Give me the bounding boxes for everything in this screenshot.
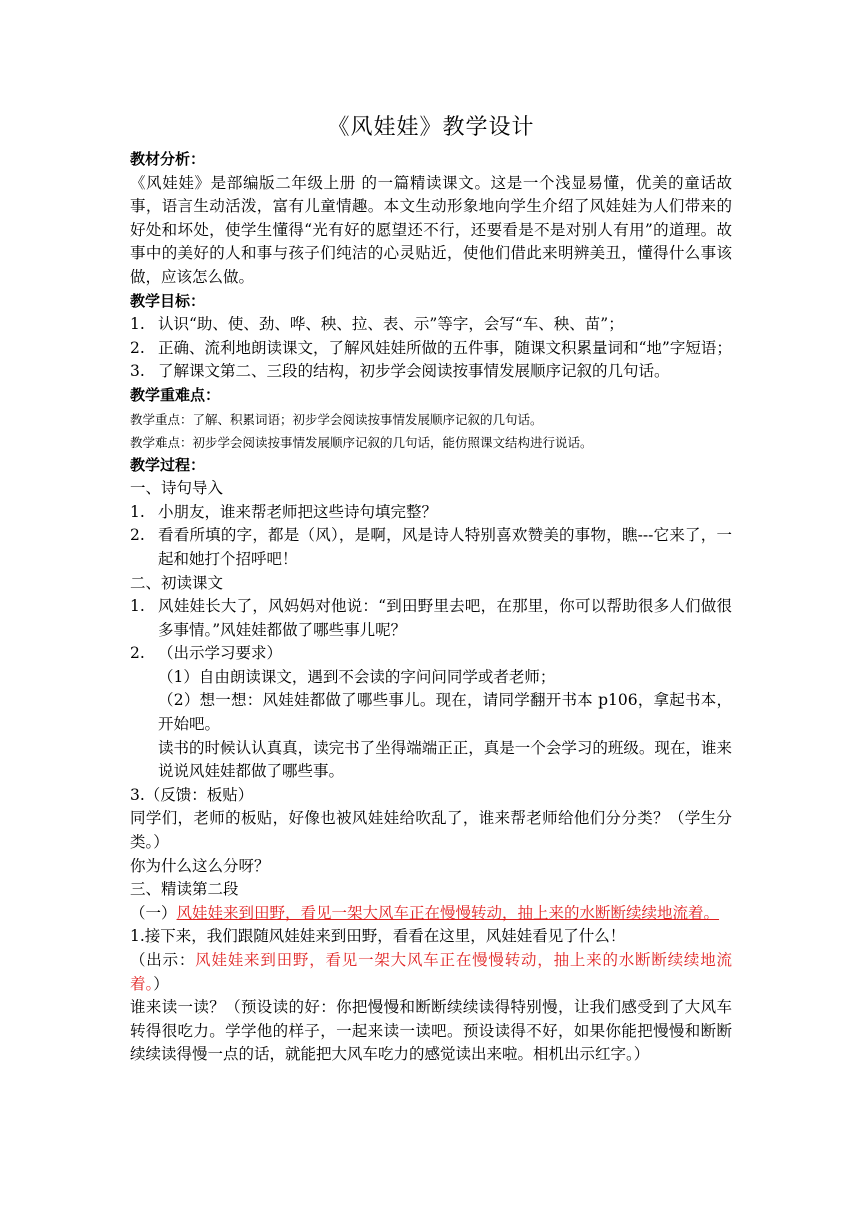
document-title: 《风娃娃》教学设计 [327, 115, 535, 140]
list-item: 1. 风娃娃长大了，风妈妈对他说：“到田野里去吧，在那里，你可以帮助很多人们做很多事情。”风娃娃都做了哪些事儿呢？ [130, 597, 732, 639]
list-item: 2. 正确、流利地朗读课文，了解风娃娃所做的五件事，随课文积累量词和“地”字短语； [130, 338, 732, 357]
reading-instruction: 读书的时候认认真真，读完书了坐得端端正正，真是一个会学习的班级。现在，谁来说说风娃娃都做了哪些事。 [158, 738, 732, 781]
analysis-paragraph: 《风娃娃》是部编版二年级上册 的一篇精读课文。这是一个浅显易懂，优美的童话故事，语言生动活泼，富有儿童情趣。本文生动形象地向学生介绍了风娃娃为人们带来的好处和坏处，使学生懂得“光有好的愿望还不行，还要看是不是对别人有用”的道理。故事中的美好的人和事与孩子们纯洁的心灵贴近，使他们借此来明辨美丑，懂得什么事该做，应该怎么做。 [130, 173, 732, 286]
list-item: 3. 了解课文第二、三段的结构，初步学会阅读按事情发展顺序记叙的几句话。 [130, 362, 670, 381]
document-page [130, 112, 732, 1067]
list-item: 2. 看看所填的字，都是（风），是啊，风是诗人特别喜欢赞美的事物，瞧---它来了，一起和她打个招呼吧！ [130, 526, 732, 568]
section-heading-analysis: 教材分析： [130, 150, 206, 168]
highlighted-sentence: 风娃娃来到田野，看见一架大风车正在慢慢转动，抽上来的水断断续续地流着。 [130, 951, 732, 993]
section-heading-key-points: 教学重难点： [130, 385, 221, 404]
list-item: 2. （出示学习要求） [130, 644, 283, 663]
part-heading-1: 一、诗句导入 [130, 479, 224, 498]
requirement-1: （1）自由朗读课文，遇到不会读的字问问同学或者老师； [158, 667, 556, 686]
highlighted-sentence: 风娃娃来到田野，看见一架大风车正在慢慢转动，抽上来的水断断续续地流着。 [176, 903, 720, 922]
feedback-item: 3.（反馈：板贴） [130, 785, 254, 804]
subsection-one: （一）风娃娃来到田野，看见一架大风车正在慢慢转动，抽上来的水断断续续地流着。 [130, 903, 720, 922]
list-item: 1. 认识“助、使、劲、哗、秧、拉、表、示”等字，会写“车、秧、苗”； [130, 315, 624, 334]
part-heading-3: 三、精读第二段 [130, 880, 239, 899]
key-point-text: 教学重点：了解、积累词语；初步学会阅读按事情发展顺序记叙的几句话。 [130, 411, 543, 427]
section-heading-goals: 教学目标： [130, 291, 206, 310]
goals-list [130, 313, 732, 384]
requirement-2: （2）想一想：风娃娃都做了哪些事儿。现在，请同学翻开书本 p106，拿起书本，开始吧。 [158, 691, 732, 734]
question-text: 你为什么这么分呀？ [130, 856, 270, 875]
section-heading-process: 教学过程： [130, 455, 206, 474]
reading-practice-text: 谁来读一读？（预设读的好：你把慢慢和断断续续读得特别慢，让我们感受到了大风车转得很吃力。学学他的样子，一起来读一读吧。预设读得不好，如果你能把慢慢和断断续续读得慢一点的话，就能把大风车吃力的感觉读出来啦。相机出示红字。） [130, 998, 732, 1064]
show-sentence: （出示：风娃娃来到田野，看见一架大风车正在慢慢转动，抽上来的水断断续续地流着。） [130, 951, 732, 993]
classification-text: 同学们，老师的板贴，好像也被风娃娃给吹乱了，谁来帮老师给他们分分类？（学生分类。） [130, 809, 732, 852]
list-item: 1. 小朋友，谁来帮老师把这些诗句填完整？ [130, 502, 438, 521]
step-1-text: 1.接下来，我们跟随风娃娃来到田野，看看在这里，风娃娃看见了什么！ [130, 927, 626, 946]
difficult-point-text: 教学难点：初步学会阅读按事情发展顺序记叙的几句话，能仿照课文结构进行说话。 [130, 434, 593, 450]
part-heading-2: 二、初读课文 [130, 573, 224, 592]
